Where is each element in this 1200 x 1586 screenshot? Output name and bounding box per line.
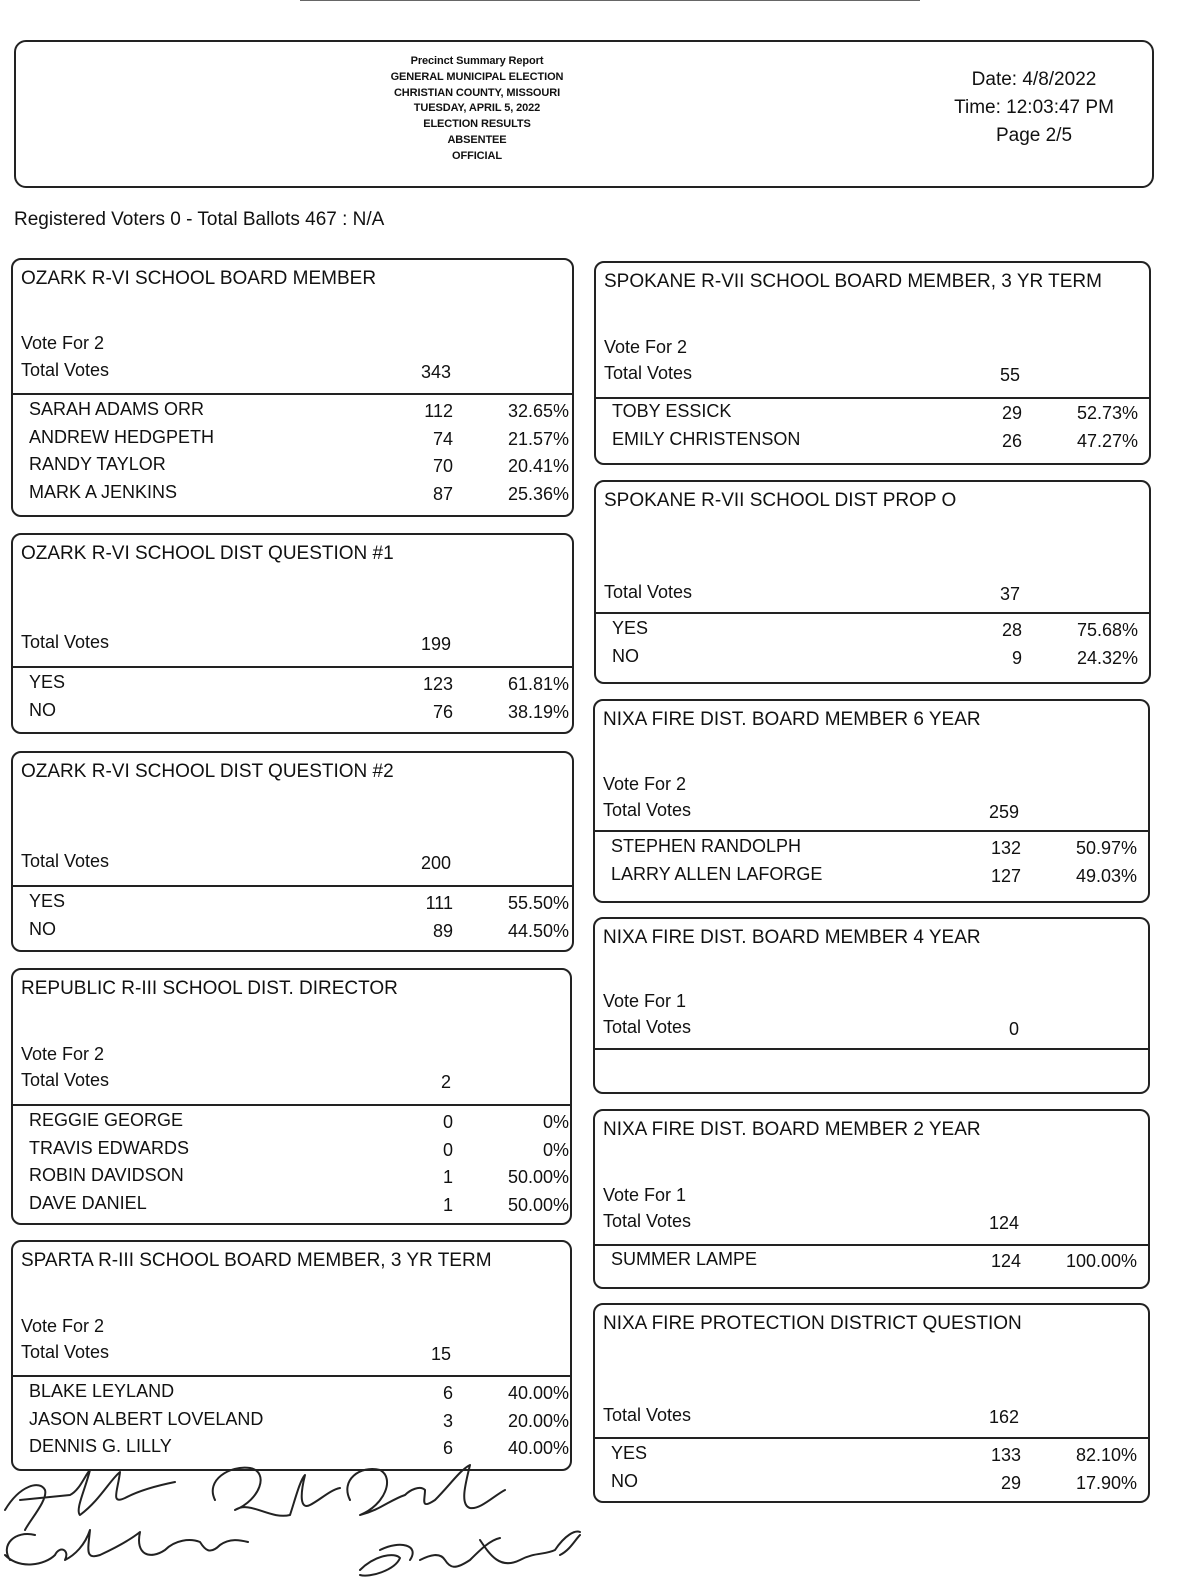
candidate-row	[13, 482, 572, 509]
candidate-row	[13, 891, 572, 918]
total-votes-value: 2	[440, 1072, 451, 1092]
official-label: OFFICIAL	[452, 149, 502, 162]
race-divider	[595, 1244, 1148, 1246]
candidate-percent: 50.97%	[1075, 838, 1137, 858]
race-box-ozark-board	[11, 258, 574, 517]
candidate-percent: 0%	[542, 1139, 569, 1160]
candidate-percent: 40.00%	[507, 1438, 569, 1458]
report-header	[14, 40, 1154, 188]
vote-for-label: Vote For 2	[21, 1044, 105, 1064]
candidate-name: REGGIE GEORGE	[29, 1110, 184, 1130]
total-votes-value: 124	[988, 1213, 1019, 1233]
total-votes-label: Total Votes	[21, 632, 110, 652]
total-votes-value: 199	[420, 634, 451, 654]
candidate-votes: 29	[1001, 403, 1022, 423]
candidate-votes: 0	[442, 1112, 453, 1132]
candidate-name: ANDREW HEDGPETH	[29, 426, 215, 447]
total-votes-value: 259	[988, 802, 1019, 822]
vote-for-label: Vote For 1	[603, 1185, 687, 1205]
candidate-row	[596, 401, 1149, 428]
registered-voters-line: Registered Voters 0 - Total Ballots 467 : N/A	[14, 209, 385, 230]
candidate-row	[13, 399, 572, 426]
candidate-row	[596, 646, 1149, 673]
total-votes-label: Total Votes	[603, 800, 692, 820]
candidate-percent: 49.03%	[1075, 865, 1137, 886]
candidate-name: YES	[29, 672, 66, 692]
top-edge-line	[300, 0, 920, 1]
candidate-percent: 100.00%	[1065, 1251, 1137, 1271]
candidate-votes: 26	[1001, 430, 1022, 451]
total-votes-value: 0	[1008, 1019, 1019, 1039]
candidate-percent: 32.65%	[507, 401, 569, 421]
candidate-row	[13, 1110, 570, 1137]
candidate-votes: 3	[442, 1410, 453, 1431]
race-box-nixa-2yr	[593, 1109, 1150, 1289]
candidate-votes: 76	[432, 701, 453, 722]
candidate-row	[13, 672, 572, 699]
candidate-row	[596, 429, 1149, 456]
candidate-name: TRAVIS EDWARDS	[29, 1137, 190, 1158]
total-votes-label: Total Votes	[21, 1342, 110, 1362]
candidate-percent: 50.00%	[507, 1167, 569, 1187]
candidate-row	[595, 1471, 1148, 1498]
candidate-percent: 20.41%	[507, 456, 569, 476]
candidate-row	[13, 427, 572, 454]
race-box-ozark-q1	[11, 533, 574, 734]
candidate-row	[595, 864, 1148, 891]
candidate-percent: 38.19%	[507, 701, 569, 722]
total-votes-value: 343	[420, 362, 451, 382]
candidate-name: SUMMER LAMPE	[611, 1249, 758, 1269]
race-title: SPOKANE R-VII SCHOOL DIST PROP O	[604, 490, 957, 511]
report-type: Precinct Summary Report	[410, 55, 544, 67]
race-box-spokane-prop	[594, 480, 1151, 684]
candidate-votes: 28	[1001, 620, 1022, 640]
candidate-name: LARRY ALLEN LAFORGE	[611, 863, 823, 884]
race-title: NIXA FIRE PROTECTION DISTRICT QUESTION	[603, 1313, 1022, 1334]
total-votes-value: 200	[420, 853, 451, 873]
candidate-percent: 21.57%	[507, 428, 569, 449]
candidate-name: JASON ALBERT LOVELAND	[29, 1408, 264, 1429]
candidate-votes: 133	[990, 1445, 1021, 1465]
candidate-name: DENNIS G. LILLY	[29, 1436, 172, 1456]
candidate-percent: 25.36%	[507, 483, 569, 504]
report-date: Date: 4/8/2022	[971, 69, 1097, 90]
election-date: TUESDAY, APRIL 5, 2022	[413, 102, 541, 115]
race-title: OZARK R-VI SCHOOL BOARD MEMBER	[21, 268, 377, 289]
candidate-votes: 29	[1000, 1472, 1021, 1493]
candidate-percent: 61.81%	[507, 674, 569, 694]
race-divider	[13, 1104, 570, 1106]
race-divider	[13, 393, 572, 395]
race-divider	[595, 1437, 1148, 1439]
candidate-votes: 70	[432, 456, 453, 476]
race-divider	[13, 885, 572, 887]
candidate-name: SARAH ADAMS ORR	[29, 399, 205, 419]
candidate-percent: 52.73%	[1076, 403, 1138, 423]
candidate-name: DAVE DANIEL	[29, 1192, 147, 1213]
candidate-votes: 74	[432, 428, 453, 449]
candidate-votes: 124	[990, 1251, 1021, 1271]
vote-for-label: Vote For 2	[604, 337, 688, 357]
candidate-row	[13, 1165, 570, 1192]
candidate-name: STEPHEN RANDOLPH	[611, 836, 802, 856]
candidate-percent: 55.50%	[507, 893, 569, 913]
total-votes-label: Total Votes	[603, 1017, 692, 1037]
candidate-row	[596, 618, 1149, 645]
candidate-percent: 40.00%	[507, 1383, 569, 1403]
candidate-row	[595, 836, 1148, 863]
total-votes-label: Total Votes	[21, 851, 110, 871]
candidate-name: YES	[29, 891, 66, 911]
race-title: SPOKANE R-VII SCHOOL BOARD MEMBER, 3 YR TERM	[604, 271, 1102, 292]
race-divider	[596, 612, 1149, 614]
race-divider	[595, 830, 1148, 832]
race-title: SPARTA R-III SCHOOL BOARD MEMBER, 3 YR TERM	[21, 1250, 492, 1271]
race-title: NIXA FIRE DIST. BOARD MEMBER 6 YEAR	[603, 709, 981, 730]
race-box-republic-director	[11, 968, 572, 1225]
race-box-spokane-board	[594, 261, 1151, 465]
total-votes-label: Total Votes	[604, 582, 693, 602]
candidate-percent: 47.27%	[1076, 430, 1138, 451]
candidate-percent: 50.00%	[507, 1194, 569, 1215]
total-votes-label: Total Votes	[604, 363, 693, 383]
candidate-name: NO	[611, 1470, 638, 1491]
candidate-votes: 123	[422, 674, 453, 694]
candidate-row	[13, 1381, 570, 1408]
candidate-row	[13, 1193, 570, 1220]
race-divider	[595, 1048, 1148, 1050]
candidate-percent: 0%	[542, 1112, 569, 1132]
report-time: Time: 12:03:47 PM	[954, 97, 1114, 118]
candidate-percent: 24.32%	[1076, 647, 1138, 668]
race-divider	[13, 1375, 570, 1377]
candidate-row	[595, 1443, 1148, 1470]
candidate-votes: 89	[432, 920, 453, 941]
candidate-name: TOBY ESSICK	[612, 401, 732, 421]
candidate-votes: 9	[1011, 647, 1022, 668]
candidate-name: BLAKE LEYLAND	[29, 1381, 175, 1401]
race-box-sparta-board	[11, 1240, 572, 1471]
race-box-nixa-4yr	[593, 917, 1150, 1094]
county-name: CHRISTIAN COUNTY, MISSOURI	[393, 86, 561, 99]
candidate-name: NO	[29, 699, 56, 720]
results-label: ELECTION RESULTS	[423, 118, 531, 131]
total-votes-value: 55	[999, 365, 1020, 385]
ballot-type: ABSENTEE	[447, 133, 507, 146]
candidate-row	[13, 1436, 570, 1463]
candidate-percent: 75.68%	[1076, 620, 1138, 640]
candidate-votes: 0	[442, 1139, 453, 1160]
vote-for-label: Vote For 1	[603, 991, 687, 1011]
race-title: REPUBLIC R-III SCHOOL DIST. DIRECTOR	[21, 978, 398, 999]
candidate-votes: 6	[442, 1438, 453, 1458]
total-votes-value: 162	[988, 1407, 1019, 1427]
candidate-row	[13, 1138, 570, 1165]
total-votes-value: 15	[430, 1344, 451, 1364]
race-box-nixa-question	[593, 1303, 1150, 1503]
candidate-row	[13, 700, 572, 727]
race-title: OZARK R-VI SCHOOL DIST QUESTION #1	[21, 543, 394, 564]
candidate-row	[595, 1249, 1148, 1276]
race-box-nixa-6yr	[593, 699, 1150, 903]
report-meta	[924, 66, 1144, 150]
candidate-votes: 1	[442, 1194, 453, 1215]
candidate-row	[13, 919, 572, 946]
candidate-name: YES	[611, 1443, 648, 1463]
signatures-image	[0, 1460, 600, 1586]
race-divider	[13, 666, 572, 668]
candidate-row	[13, 1409, 570, 1436]
candidate-name: RANDY TAYLOR	[29, 454, 166, 474]
candidate-percent: 20.00%	[507, 1410, 569, 1431]
candidate-votes: 6	[442, 1383, 453, 1403]
race-box-ozark-q2	[11, 751, 574, 952]
race-title: NIXA FIRE DIST. BOARD MEMBER 2 YEAR	[603, 1119, 981, 1140]
total-votes-label: Total Votes	[21, 360, 110, 380]
vote-for-label: Vote For 2	[21, 1316, 105, 1336]
election-name: GENERAL MUNICIPAL ELECTION	[390, 70, 564, 83]
total-votes-label: Total Votes	[603, 1211, 692, 1231]
candidate-name: NO	[29, 918, 56, 939]
candidate-percent: 44.50%	[507, 920, 569, 941]
candidate-name: NO	[612, 645, 639, 666]
candidate-name: EMILY CHRISTENSON	[612, 428, 801, 449]
candidate-votes: 132	[990, 838, 1021, 858]
race-divider	[596, 397, 1149, 399]
candidate-name: ROBIN DAVIDSON	[29, 1165, 184, 1185]
candidate-name: MARK A JENKINS	[29, 481, 178, 502]
candidate-votes: 127	[990, 865, 1021, 886]
candidate-votes: 87	[432, 483, 453, 504]
report-header-title-block	[346, 54, 608, 165]
race-title: OZARK R-VI SCHOOL DIST QUESTION #2	[21, 761, 394, 782]
candidate-name: YES	[612, 618, 649, 638]
race-title: NIXA FIRE DIST. BOARD MEMBER 4 YEAR	[603, 927, 981, 948]
vote-for-label: Vote For 2	[21, 333, 105, 353]
vote-for-label: Vote For 2	[603, 774, 687, 794]
total-votes-value: 37	[999, 584, 1020, 604]
candidate-percent: 17.90%	[1075, 1472, 1137, 1493]
candidate-votes: 1	[442, 1167, 453, 1187]
total-votes-label: Total Votes	[21, 1070, 110, 1090]
total-votes-label: Total Votes	[603, 1405, 692, 1425]
candidate-votes: 111	[425, 893, 453, 913]
page-number: Page 2/5	[995, 125, 1073, 146]
candidate-votes: 112	[424, 401, 453, 421]
candidate-row	[13, 454, 572, 481]
candidate-percent: 82.10%	[1075, 1445, 1137, 1465]
